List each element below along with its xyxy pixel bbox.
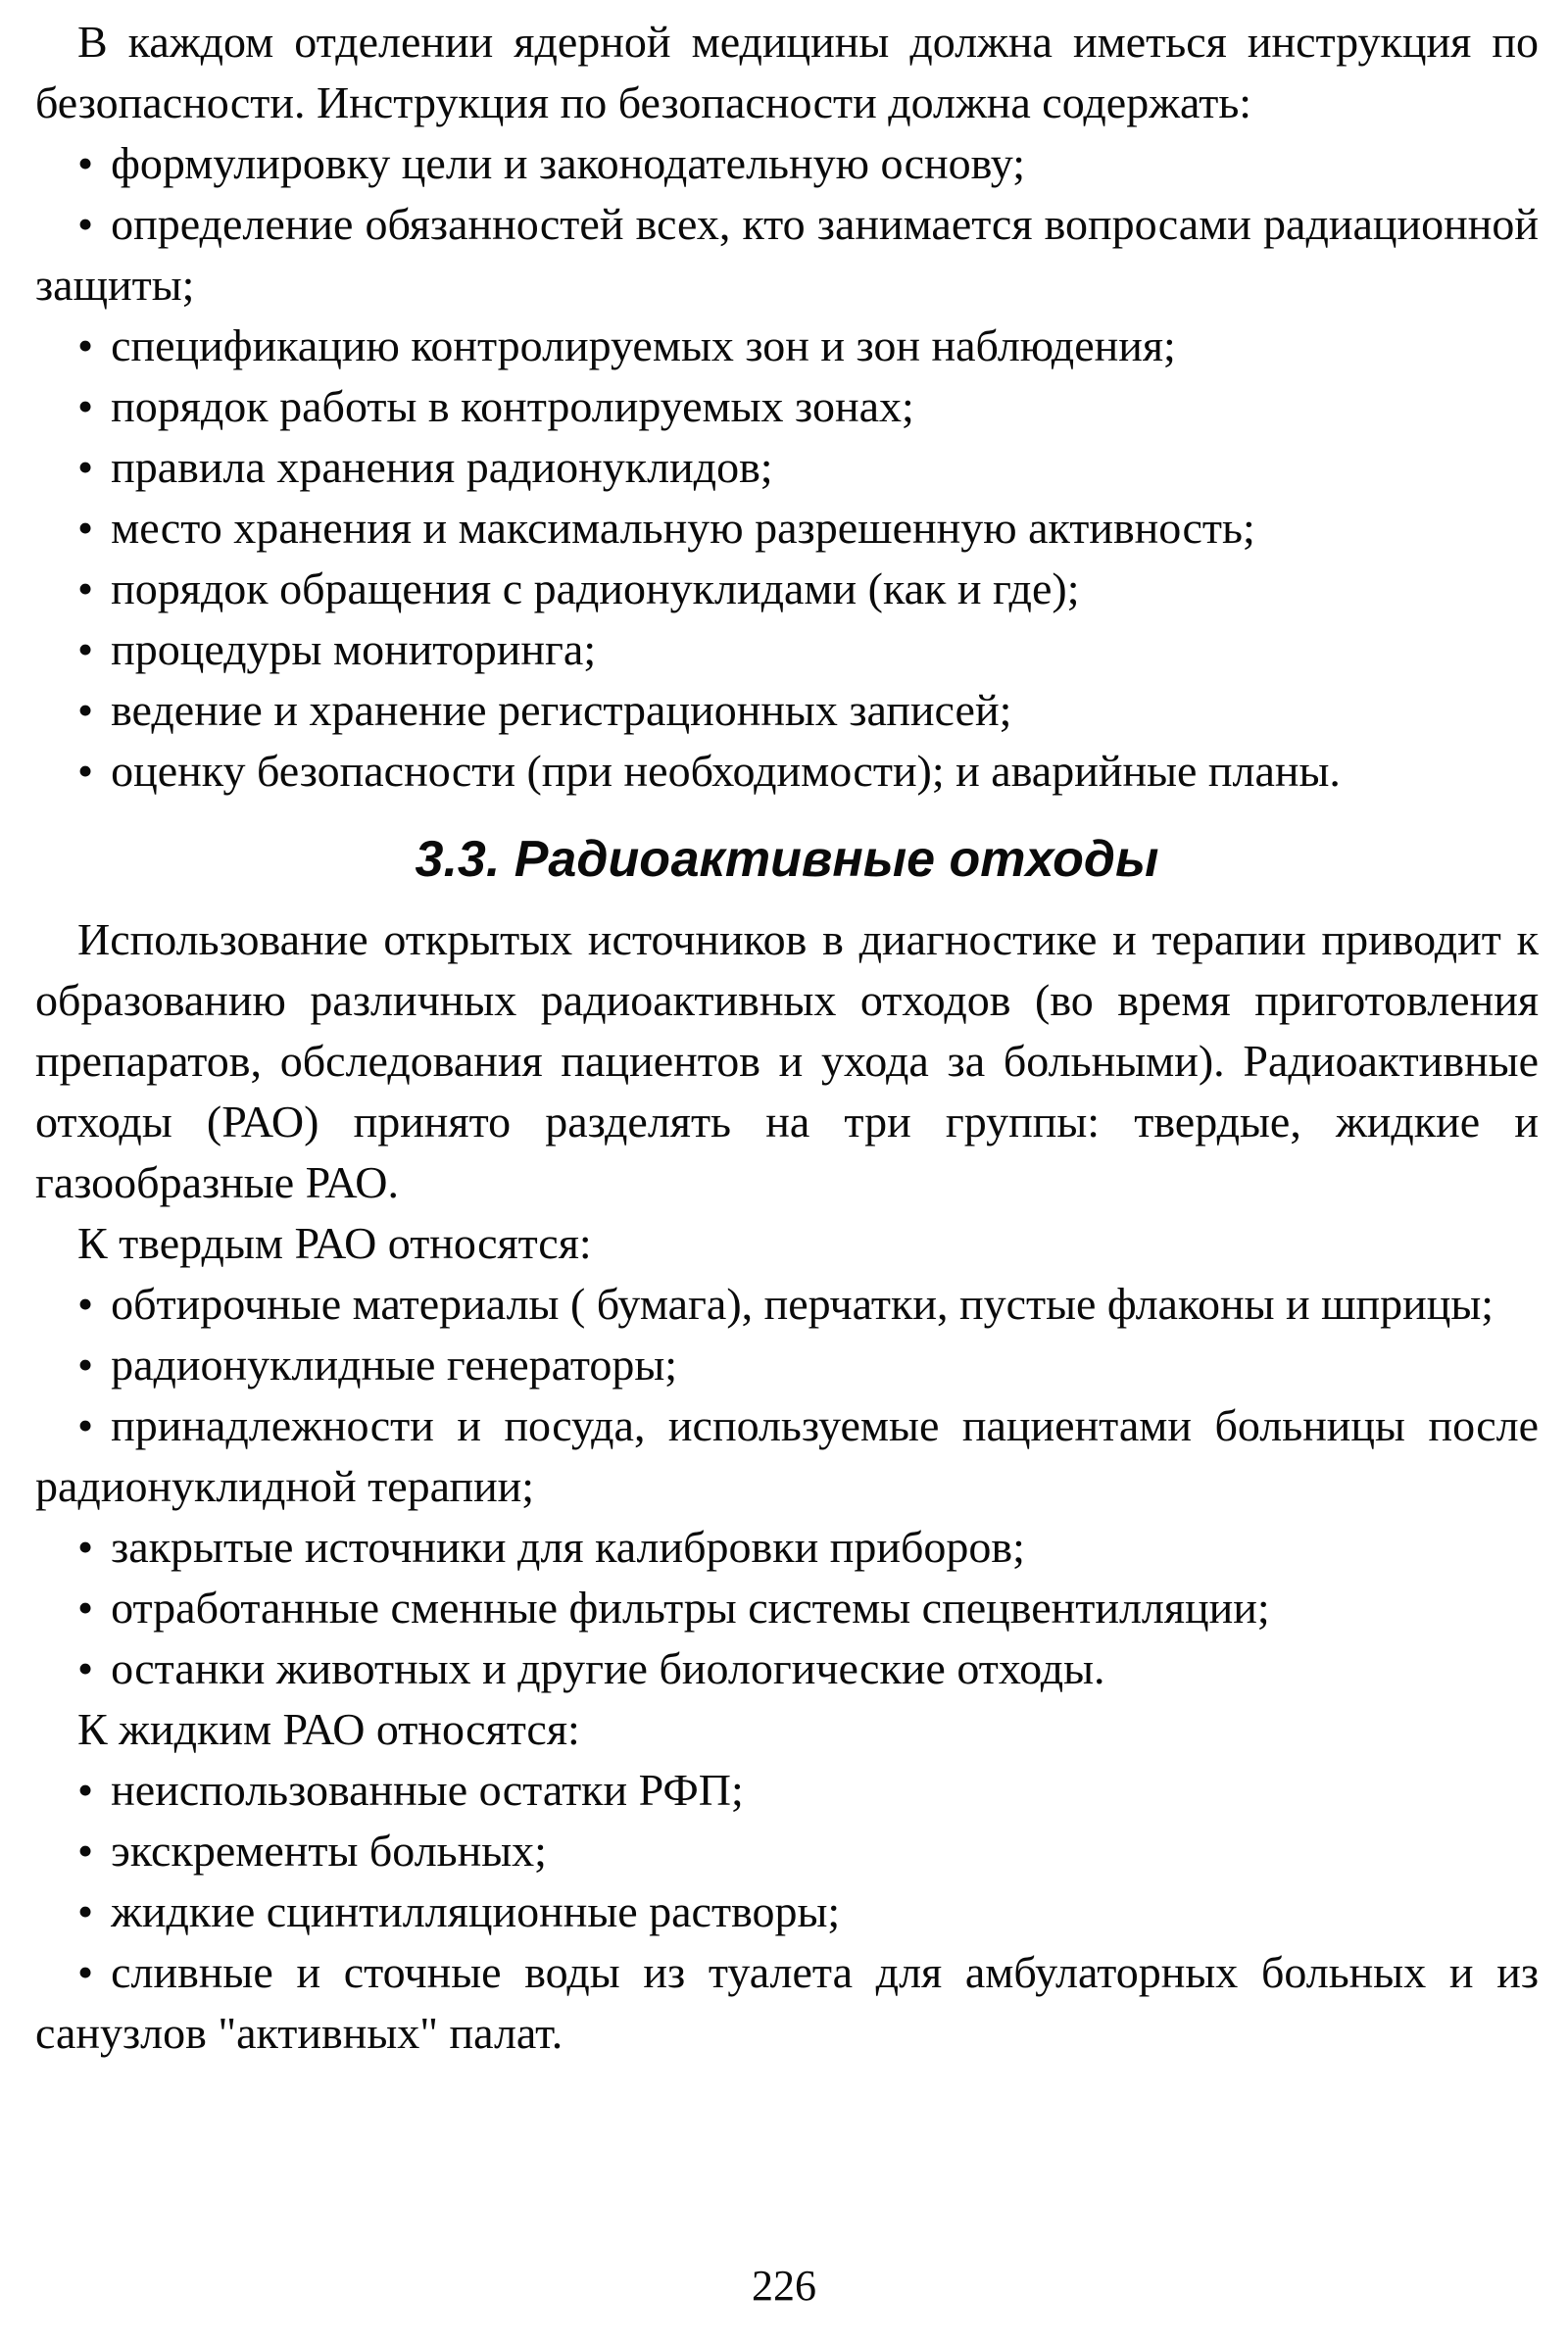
list-item-text: определение обязанностей всех, кто занимается вопросами радиационной защиты; <box>35 199 1539 310</box>
list-item <box>35 1760 1539 1821</box>
bullet-icon: • <box>77 138 94 188</box>
list-item-text: порядок работы в контролируемых зонах; <box>111 381 914 431</box>
bullet-icon: • <box>77 1583 94 1633</box>
list-item-text: оценку безопасности (при необходимости); и аварийные планы. <box>111 746 1341 796</box>
list-item-text: сливные и сточные воды из туалета для амбулаторных больных и из санузлов "активных" палат. <box>35 1947 1539 2058</box>
list-item-text: принадлежности и посуда, используемые пациентами больницы после радионуклидной терапии; <box>35 1400 1539 1511</box>
list-item <box>35 1517 1539 1578</box>
list-item <box>35 1942 1539 2064</box>
bullet-icon: • <box>77 381 94 431</box>
list-item-text: закрытые источники для калибровки приборов; <box>111 1522 1025 1572</box>
page-number: 226 <box>752 2262 816 2310</box>
list-item-text: правила хранения радионуклидов; <box>111 442 773 492</box>
bullet-icon: • <box>77 1400 94 1450</box>
list-item-text: спецификацию контролируемых зон и зон наблюдения; <box>111 320 1176 370</box>
list-item <box>35 741 1539 802</box>
list-item <box>35 1821 1539 1881</box>
list-item <box>35 619 1539 680</box>
list-item <box>35 1395 1539 1517</box>
list-item-text: останки животных и другие биологические отходы. <box>111 1643 1105 1693</box>
list-item <box>35 559 1539 619</box>
list-item-text: радионуклидные генераторы; <box>111 1340 678 1390</box>
bullet-icon: • <box>77 1522 94 1572</box>
list-item <box>35 498 1539 559</box>
list-item <box>35 133 1539 194</box>
intro-paragraph: В каждом отделении ядерной медицины должна иметься инструкция по безопасности. Инструкция по безопасности должна содержать: <box>35 17 1539 127</box>
list-item-text: неиспользованные остатки РФП; <box>111 1765 744 1815</box>
list-item-text: экскременты больных; <box>111 1826 547 1876</box>
list-item <box>35 316 1539 376</box>
list-item <box>35 1274 1539 1335</box>
list-item-text: формулировку цели и законодательную основу; <box>111 138 1025 188</box>
list-item-text: процедуры мониторинга; <box>111 624 597 674</box>
list-item <box>35 1335 1539 1395</box>
bullet-icon: • <box>77 746 94 796</box>
bullet-icon: • <box>77 1947 94 1997</box>
bullet-icon: • <box>77 1340 94 1390</box>
list-item <box>35 680 1539 741</box>
bullet-icon: • <box>77 1826 94 1876</box>
section-heading: 3.3. Радиоактивные отходы <box>415 831 1159 888</box>
bullet-icon: • <box>77 563 94 613</box>
bullet-icon: • <box>77 320 94 370</box>
list-item-text: ведение и хранение регистрационных записей; <box>111 685 1012 735</box>
bullet-icon: • <box>77 685 94 735</box>
list-item <box>35 1881 1539 1942</box>
list-item <box>35 437 1539 498</box>
section-paragraph: Использование открытых источников в диагностике и терапии приводит к образованию различных радиоактивных отходов (во время приготовления препаратов, обследования пациентов и ухода за больными). Радиоактивные отходы (РАО) принято разделять на три группы: твердые, жидкие и газообразные РАО. <box>35 914 1539 1207</box>
bullet-icon: • <box>77 503 94 553</box>
solid-waste-intro: К твердым РАО относятся: <box>77 1218 592 1268</box>
list-item <box>35 194 1539 316</box>
list-item-text: порядок обращения с радионуклидами (как и где); <box>111 563 1080 613</box>
list-item-text: отработанные сменные фильтры системы спецвентилляции; <box>111 1583 1270 1633</box>
list-item-text: обтирочные материалы ( бумага), перчатки, пустые флаконы и шприцы; <box>111 1279 1494 1329</box>
bullet-icon: • <box>77 1643 94 1693</box>
list-item-text: жидкие сцинтилляционные растворы; <box>111 1886 841 1936</box>
list-item <box>35 376 1539 437</box>
bullet-icon: • <box>77 1279 94 1329</box>
list-item-text: место хранения и максимальную разрешенную активность; <box>111 503 1255 553</box>
bullet-icon: • <box>77 442 94 492</box>
list-item <box>35 1578 1539 1638</box>
bullet-icon: • <box>77 199 94 249</box>
liquid-waste-intro: К жидким РАО относятся: <box>77 1704 580 1754</box>
bullet-icon: • <box>77 624 94 674</box>
list-item <box>35 1638 1539 1699</box>
bullet-icon: • <box>77 1886 94 1936</box>
bullet-icon: • <box>77 1765 94 1815</box>
